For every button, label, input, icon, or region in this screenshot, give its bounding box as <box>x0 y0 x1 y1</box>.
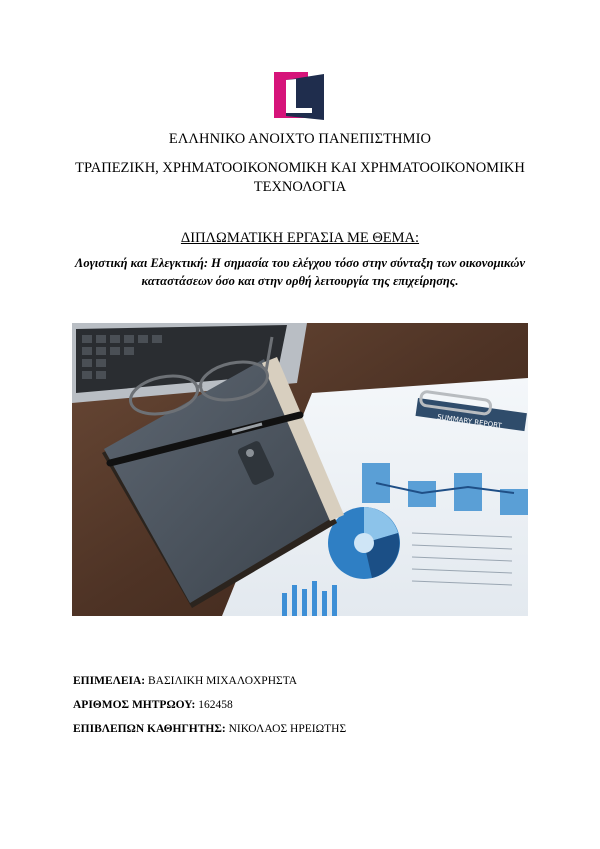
author-value: ΒΑΣΙΛΙΚΗ ΜΙΧΑΛΟΧΡΗΣΤΑ <box>148 675 298 687</box>
thesis-title: Λογιστική και Ελεγκτική: Η σημασία του ελέγχου τόσο στην σύνταξη των οικονομικών καταστάσεων όσο και στην ορθή λειτουργία της επιχείρησης. <box>75 256 525 288</box>
supervisor-label: ΕΠΙΒΛΕΠΩΝ ΚΑΘΗΓΗΤΗΣ: <box>73 723 226 735</box>
student-id-label: ΑΡΙΘΜΟΣ ΜΗΤΡΩΟΥ: <box>73 699 196 711</box>
author-line <box>73 675 297 687</box>
program-name: ΤΡΑΠΕΖΙΚΗ, ΧΡΗΜΑΤΟΟΙΚΟΝΟΜΙΚΗ ΚΑΙ ΧΡΗΜΑΤΟΟΙΚΟΝΟΜΙΚΗ ΤΕΧΝΟΛΟΓΙΑ <box>75 160 525 195</box>
supervisor-value: ΝΙΚΟΛΑΟΣ ΗΡΕΙΩΤΗΣ <box>228 723 347 735</box>
cover-photo <box>72 323 528 616</box>
thesis-heading <box>0 230 600 247</box>
university-logo <box>274 72 324 120</box>
report-heading: SUMMARY REPORT <box>436 413 503 431</box>
supervisor-line <box>73 723 346 735</box>
student-id-value: 162458 <box>198 699 233 711</box>
thesis-heading-text: ΔΙΠΛΩΜΑΤΙΚΗ ΕΡΓΑΣΙΑ ΜΕ ΘΕΜΑ: <box>180 230 420 246</box>
author-label: ΕΠΙΜΕΛΕΙΑ: <box>73 675 146 687</box>
student-id-line <box>73 699 233 711</box>
university-name: ΕΛΛΗΝΙΚΟ ΑΝΟΙΧΤΟ ΠΑΝΕΠΙΣΤΗΜΙΟ <box>168 131 432 147</box>
